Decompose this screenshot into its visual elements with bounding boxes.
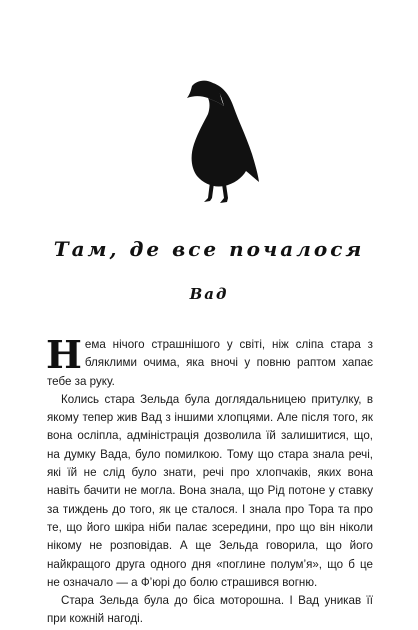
chapter-title: Там, де все почалося xyxy=(53,237,365,261)
paragraph-2: Колись стара Зельда була доглядальницею притулку, в якому тепер жив Вад з іншими хлопцями. Але після того, як вона осліпла, адміністрація дозволила їй залишитися, що, на думку Вада, було помилкою. Тому що стара знала речі, які їй не слід було знати, речі про хлопчаків, яких вона навіть бачити не могла. Вона знала, що Рід потоне у ставку за тиждень до того, як це сталося. І знала про Тора та про те, що його шкіра ніби палає зсередини, про що він ніколи нікому не розповідав. А ще Зельда говорила, що його найкращого друга одного дня «поглине полум’я», що б це не означало — а Ф’юрі до болю страшився вогню. xyxy=(47,392,373,589)
chapter-narrator: Вад xyxy=(189,285,229,303)
raven-ornament xyxy=(164,74,260,206)
paragraph-1-text: ема нічого страшнішого у світі, ніж сліпа стара з бляклими очима, яка вночі у повню раптом хапає тебе за руку. xyxy=(47,338,373,388)
chapter-body xyxy=(46,332,373,629)
paragraph-1 xyxy=(46,332,373,391)
raven-icon xyxy=(164,74,260,206)
paragraph-3: Стара Зельда була до біса моторошна. І Вад уникав її при кожній нагоді. xyxy=(47,594,373,626)
drop-cap: Н xyxy=(46,332,82,377)
